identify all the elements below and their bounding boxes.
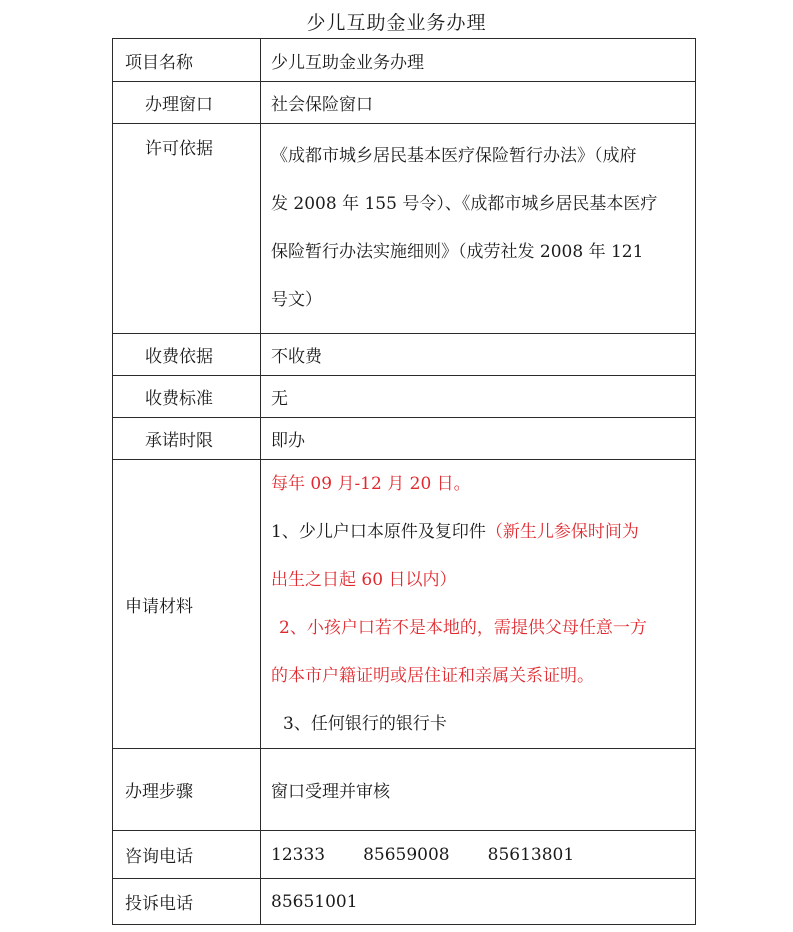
basis-label-text: 许可依据 xyxy=(145,139,213,159)
basis-value xyxy=(261,124,696,334)
table-row xyxy=(113,749,696,831)
table-row xyxy=(113,418,696,460)
promise-time-label: 承诺时限 xyxy=(113,418,261,460)
fee-standard-value: 无 xyxy=(261,376,696,418)
materials-item-1-text: 1、少儿户口本原件及复印件 xyxy=(271,522,486,542)
table-row xyxy=(113,879,696,925)
materials-label: 申请材料 xyxy=(113,460,261,749)
materials-item-2-cont: 的本市户籍证明或居住证和亲属关系证明。 xyxy=(271,666,594,686)
basis-line: 号文） xyxy=(271,290,322,310)
materials-value xyxy=(261,460,696,749)
materials-item-1 xyxy=(271,508,689,556)
item-name-value: 少儿互助金业务办理 xyxy=(261,39,696,82)
materials-item-1-note-cont: 出生之日起 60 日以内） xyxy=(271,570,457,590)
fee-basis-label: 收费依据 xyxy=(113,334,261,376)
consult-value xyxy=(261,831,696,879)
table-row xyxy=(113,334,696,376)
table-row xyxy=(113,82,696,124)
consult-phone: 12333 xyxy=(271,844,326,865)
steps-label: 办理步骤 xyxy=(113,749,261,831)
basis-label xyxy=(113,124,261,334)
table-row xyxy=(113,831,696,879)
table-row xyxy=(113,460,696,749)
table-row xyxy=(113,39,696,82)
fee-standard-label: 收费标准 xyxy=(113,376,261,418)
materials-item-1-note: （新生儿参保时间为 xyxy=(485,522,639,542)
basis-line: 发 2008 年 155 号令）、《成都市城乡居民基本医疗 xyxy=(271,194,658,214)
consult-phone: 85613801 xyxy=(487,844,575,865)
steps-value: 窗口受理并审核 xyxy=(261,749,696,831)
basis-line: 《成都市城乡居民基本医疗保险暂行办法》（成府 xyxy=(271,146,637,166)
item-name-label: 项目名称 xyxy=(113,39,261,82)
promise-time-value: 即办 xyxy=(261,418,696,460)
window-value: 社会保险窗口 xyxy=(261,82,696,124)
table-row xyxy=(113,124,696,334)
consult-label: 咨询电话 xyxy=(113,831,261,879)
complaint-value: 85651001 xyxy=(261,879,696,925)
materials-item-2: 2、小孩户口若不是本地的，需提供父母任意一方 xyxy=(279,618,647,638)
basis-line: 保险暂行办法实施细则》（成劳社发 2008 年 121 xyxy=(271,242,644,262)
page-title: 少儿互助金业务办理 xyxy=(306,12,487,34)
complaint-label: 投诉电话 xyxy=(113,879,261,925)
consult-phone: 85659008 xyxy=(363,844,450,865)
table-row xyxy=(113,376,696,418)
window-label: 办理窗口 xyxy=(113,82,261,124)
service-table xyxy=(112,38,696,925)
fee-basis-value: 不收费 xyxy=(261,334,696,376)
materials-item-3: 3、任何银行的银行卡 xyxy=(283,714,447,734)
materials-period: 每年 09 月-12 月 20 日。 xyxy=(271,474,471,494)
